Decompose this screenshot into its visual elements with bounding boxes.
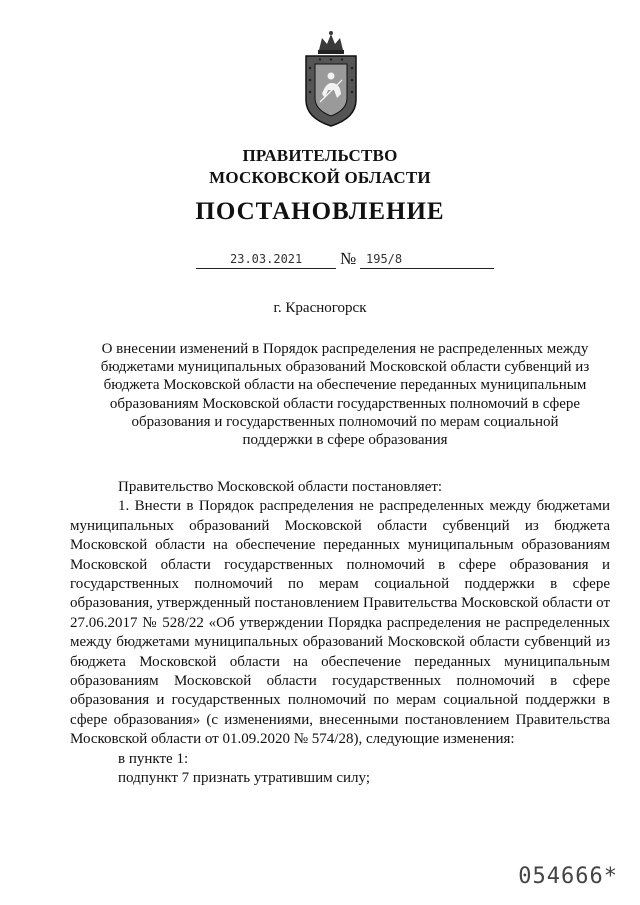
document-type-title: ПОСТАНОВЛЕНИЕ [195,198,445,225]
government-name-line2: МОСКОВСКОЙ ОБЛАСТИ [209,168,431,187]
date-underline [196,268,336,269]
document-subject: О внесении изменений в Порядок распределения не распределенных между бюджетами муниципальных образований Московской области субвенций из бюджета Московской области на обеспечение переданных муниципальным образованиям Московской области государственных полномочий в сфере образования и государственных полномочий по мерам социальной поддержки в сфере образования [100,341,590,449]
government-name [0,145,640,189]
document-city: г. Красногорск [273,300,367,316]
number-underline [360,268,494,269]
number-sign: № [340,249,357,268]
body-paragraph-1: 1. Внести в Порядок распределения не распределенных между бюджетами муниципальных образований Московской области субвенций из бюджета Московской области на обеспечение переданных муниципальным образованиям Московской области государственных полномочий в сфере образования и государственных полномочий по мерам социальной поддержки в сфере образования, утвержденный постановлением Правительства Московской области от 27.06.2017 № 528/22 «Об утверждении Порядка распределения не распределенных между бюджетами муниципальных образований Московской области субвенций из бюджета Московской области на обеспечение переданных муниципальным образованиям Московской области государственных полномочий в сфере образования и государственных полномочий по мерам социальной поддержки в сфере образования» (с изменениями, внесенными постановлением Правительства Московской области от 01.09.2020 № 574/28), следующие изменения: [70,498,610,748]
document-number: 195/8 [366,252,403,266]
document-date: 23.03.2021 [230,252,303,266]
registration-stamp: 054666* [518,864,618,889]
body-subitem-2: подпункт 7 признать утратившим силу; [118,770,370,787]
document-body [70,478,610,789]
government-name-line1: ПРАВИТЕЛЬСТВО [242,146,398,165]
coat-of-arms-emblem [300,28,362,128]
date-number-line [196,248,496,272]
body-subitem-1: в пункте 1: [118,750,189,767]
body-intro: Правительство Московской области постановляет: [118,479,443,495]
